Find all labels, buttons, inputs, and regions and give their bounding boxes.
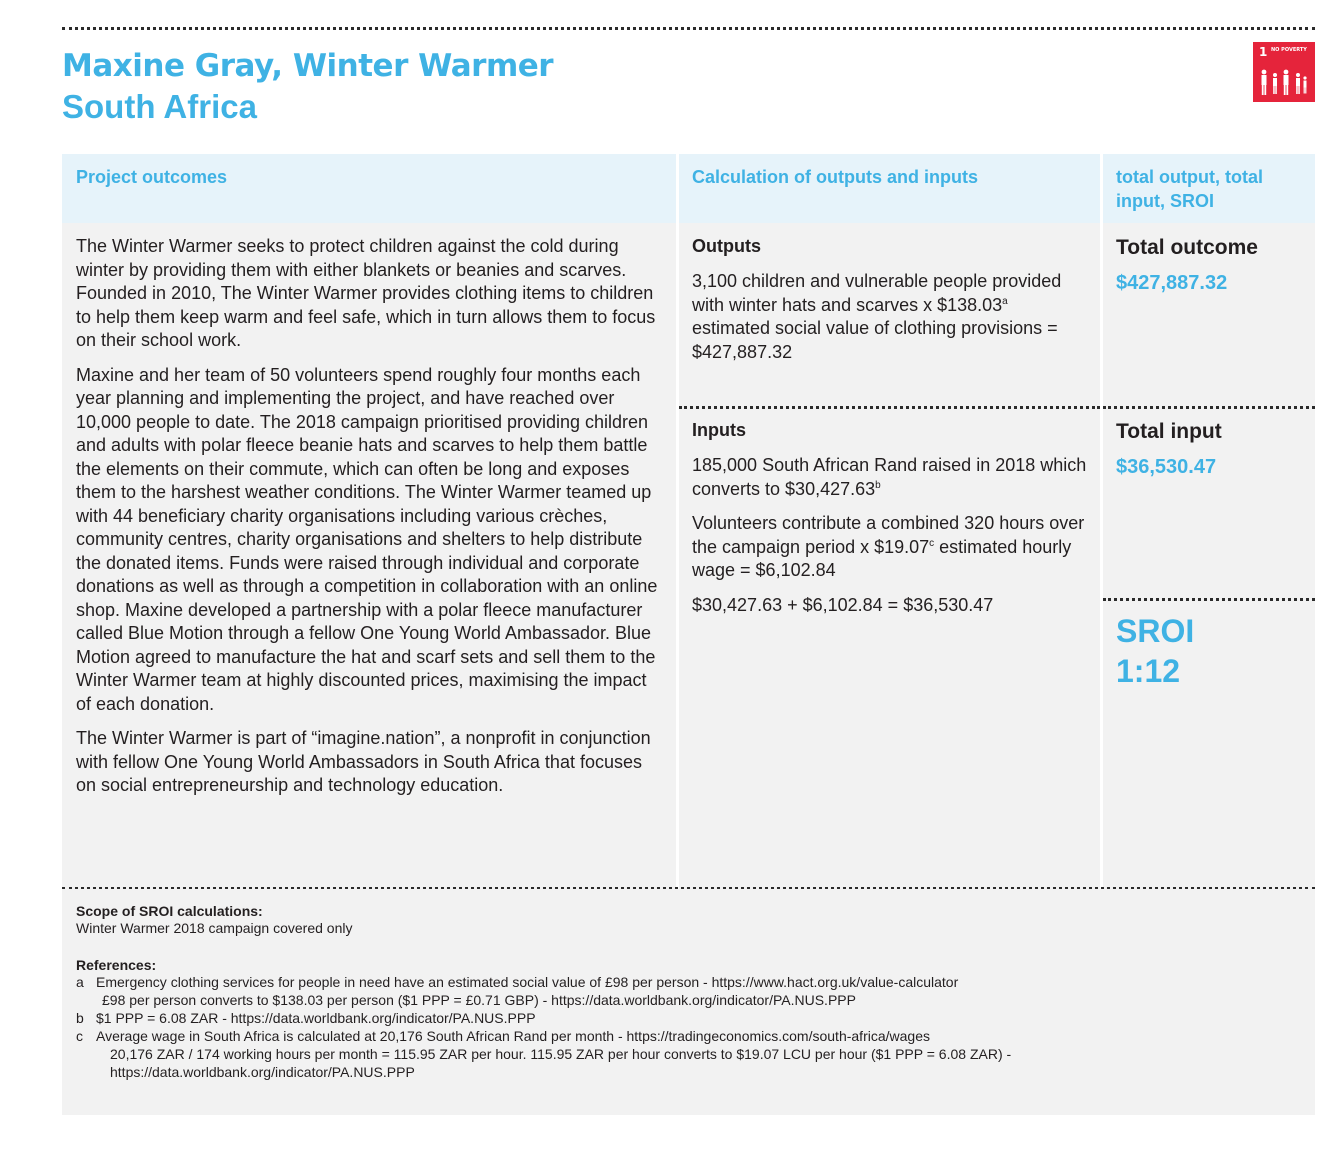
footnote-marker: b (875, 479, 881, 491)
sdg-number: 1 (1259, 45, 1268, 59)
family-icon (1259, 69, 1309, 97)
totals-header-label: total output, total input, SROI (1116, 167, 1263, 211)
reference-letter: c (76, 1028, 83, 1044)
scope-text: Winter Warmer 2018 campaign covered only (76, 920, 353, 936)
references-footer (62, 889, 1315, 1115)
sdg-badge (1253, 42, 1315, 102)
sroi-label: SROI (1116, 613, 1195, 649)
reference-line: $1 PPP = 6.08 ZAR - https://data.worldbank.org/indicator/PA.NUS.PPP (96, 1010, 536, 1026)
outcomes-paragraph: The Winter Warmer is part of “imagine.nation”, a nonprofit in conjunction with fellow One Young World Ambassadors in South Africa that focuses on social entrepreneurship and technology education. (76, 728, 651, 795)
inputs-text (692, 512, 1087, 583)
outputs-section (692, 236, 1087, 375)
outcomes-paragraph: The Winter Warmer seeks to protect children against the cold during winter by providing them with either blankets or beanies and scarves. Founded in 2010, The Winter Warmer provides clothing items to children to help them keep warm and feel safe, which in turn allows them to focus on their school work. (76, 236, 656, 350)
total-input-value: $36,530.47 (1116, 456, 1217, 478)
calculation-header-label: Calculation of outputs and inputs (692, 167, 978, 187)
total-outcome-section (1116, 236, 1306, 295)
totals-divider (1103, 406, 1315, 409)
reference-line: 20,176 ZAR / 174 working hours per month = 115.95 ZAR per hour. 115.95 ZAR per hour converts to $19.07 LCU per hour ($1 PPP = 6.08 ZAR) - https://data.worldbank.org/indicator/PA.NUS.PPP (110, 1046, 1012, 1080)
total-input-label: Total input (1116, 420, 1222, 443)
calculation-divider (679, 406, 1100, 409)
scope-heading: Scope of SROI calculations: (76, 903, 263, 919)
reference-line: Emergency clothing services for people in need have an estimated social value of £98 per person - https://www.hact.org.uk/value-calculator (96, 974, 959, 990)
outcomes-paragraph: Maxine and her team of 50 volunteers spend roughly four months each year planning and implementing the project, and have reached over 10,000 people to date. The 2018 campaign prioritised providing children and adults with polar fleece beanie hats and scarves to help them battle the elements on their commute, which can often be long and exposes them to the harshest weather conditions. The Winter Warmer teamed up with 44 beneficiary charity organisations including various crèches, community centres, charity organisations and shelters to help distribute the donated items. Funds were raised through individual and corporate donations as well as through a competition in collaboration with an online shop. Maxine developed a partnership with a polar fleece manufacturer called Blue Motion through a fellow One Young World Ambassador. Blue Motion agreed to manufacture the hat and scarf sets and sell them to the Winter Warmer team at highly discounted prices, maximising the impact of each donation. (76, 364, 658, 714)
reference-item (76, 1009, 1296, 1027)
sdg-label: NO POVERTY (1271, 47, 1307, 53)
inputs-section (692, 420, 1087, 628)
reference-line: Average wage in South Africa is calculated at 20,176 South African Rand per month - https://tradingeconomics.com/south-africa/wages (96, 1028, 930, 1044)
outputs-text (692, 270, 1087, 364)
total-outcome-value: $427,887.32 (1116, 272, 1228, 294)
reference-item (76, 1027, 1296, 1081)
page-title: Maxine Gray, Winter Warmer (62, 48, 554, 84)
outputs-text-part: 3,100 children and vulnerable people provided with winter hats and scarves x $138.03 (692, 271, 1062, 315)
total-input-section (1116, 420, 1306, 479)
outputs-text-part: estimated social value of clothing provisions = $427,887.32 (692, 318, 1058, 362)
inputs-text (692, 454, 1087, 501)
inputs-sum: $30,427.63 + $6,102.84 = $36,530.47 (692, 594, 994, 615)
total-outcome-label: Total outcome (1116, 236, 1258, 259)
outcomes-header-label: Project outcomes (76, 167, 228, 187)
footnote-marker: a (1002, 295, 1008, 307)
inputs-text-part: Volunteers contribute a combined 320 hours over the campaign period x $19.07 (692, 513, 1085, 557)
references-heading: References: (76, 957, 157, 973)
reference-line: £98 per person converts to $138.03 per person ($1 PPP = £0.71 GBP) - https://data.worldbank.org/indicator/PA.NUS.PPP (102, 992, 856, 1008)
sroi-section (1116, 611, 1306, 691)
footnote-marker: c (929, 537, 935, 549)
reference-letter: b (76, 1010, 84, 1026)
top-divider (62, 27, 1315, 30)
outputs-heading: Outputs (692, 236, 761, 256)
inputs-text-part: estimated hourly wage = $6,102.84 (692, 536, 1072, 580)
inputs-heading: Inputs (692, 420, 746, 440)
sroi-value: 1:12 (1116, 653, 1181, 689)
inputs-text-part: 185,000 South African Rand raised in 2018 which converts to $30,427.63 (692, 455, 1087, 499)
outcomes-body (76, 235, 662, 809)
page-subtitle: South Africa (62, 88, 257, 125)
totals-divider (1103, 598, 1315, 601)
reference-letter: a (76, 974, 84, 990)
reference-item (76, 973, 1296, 1009)
